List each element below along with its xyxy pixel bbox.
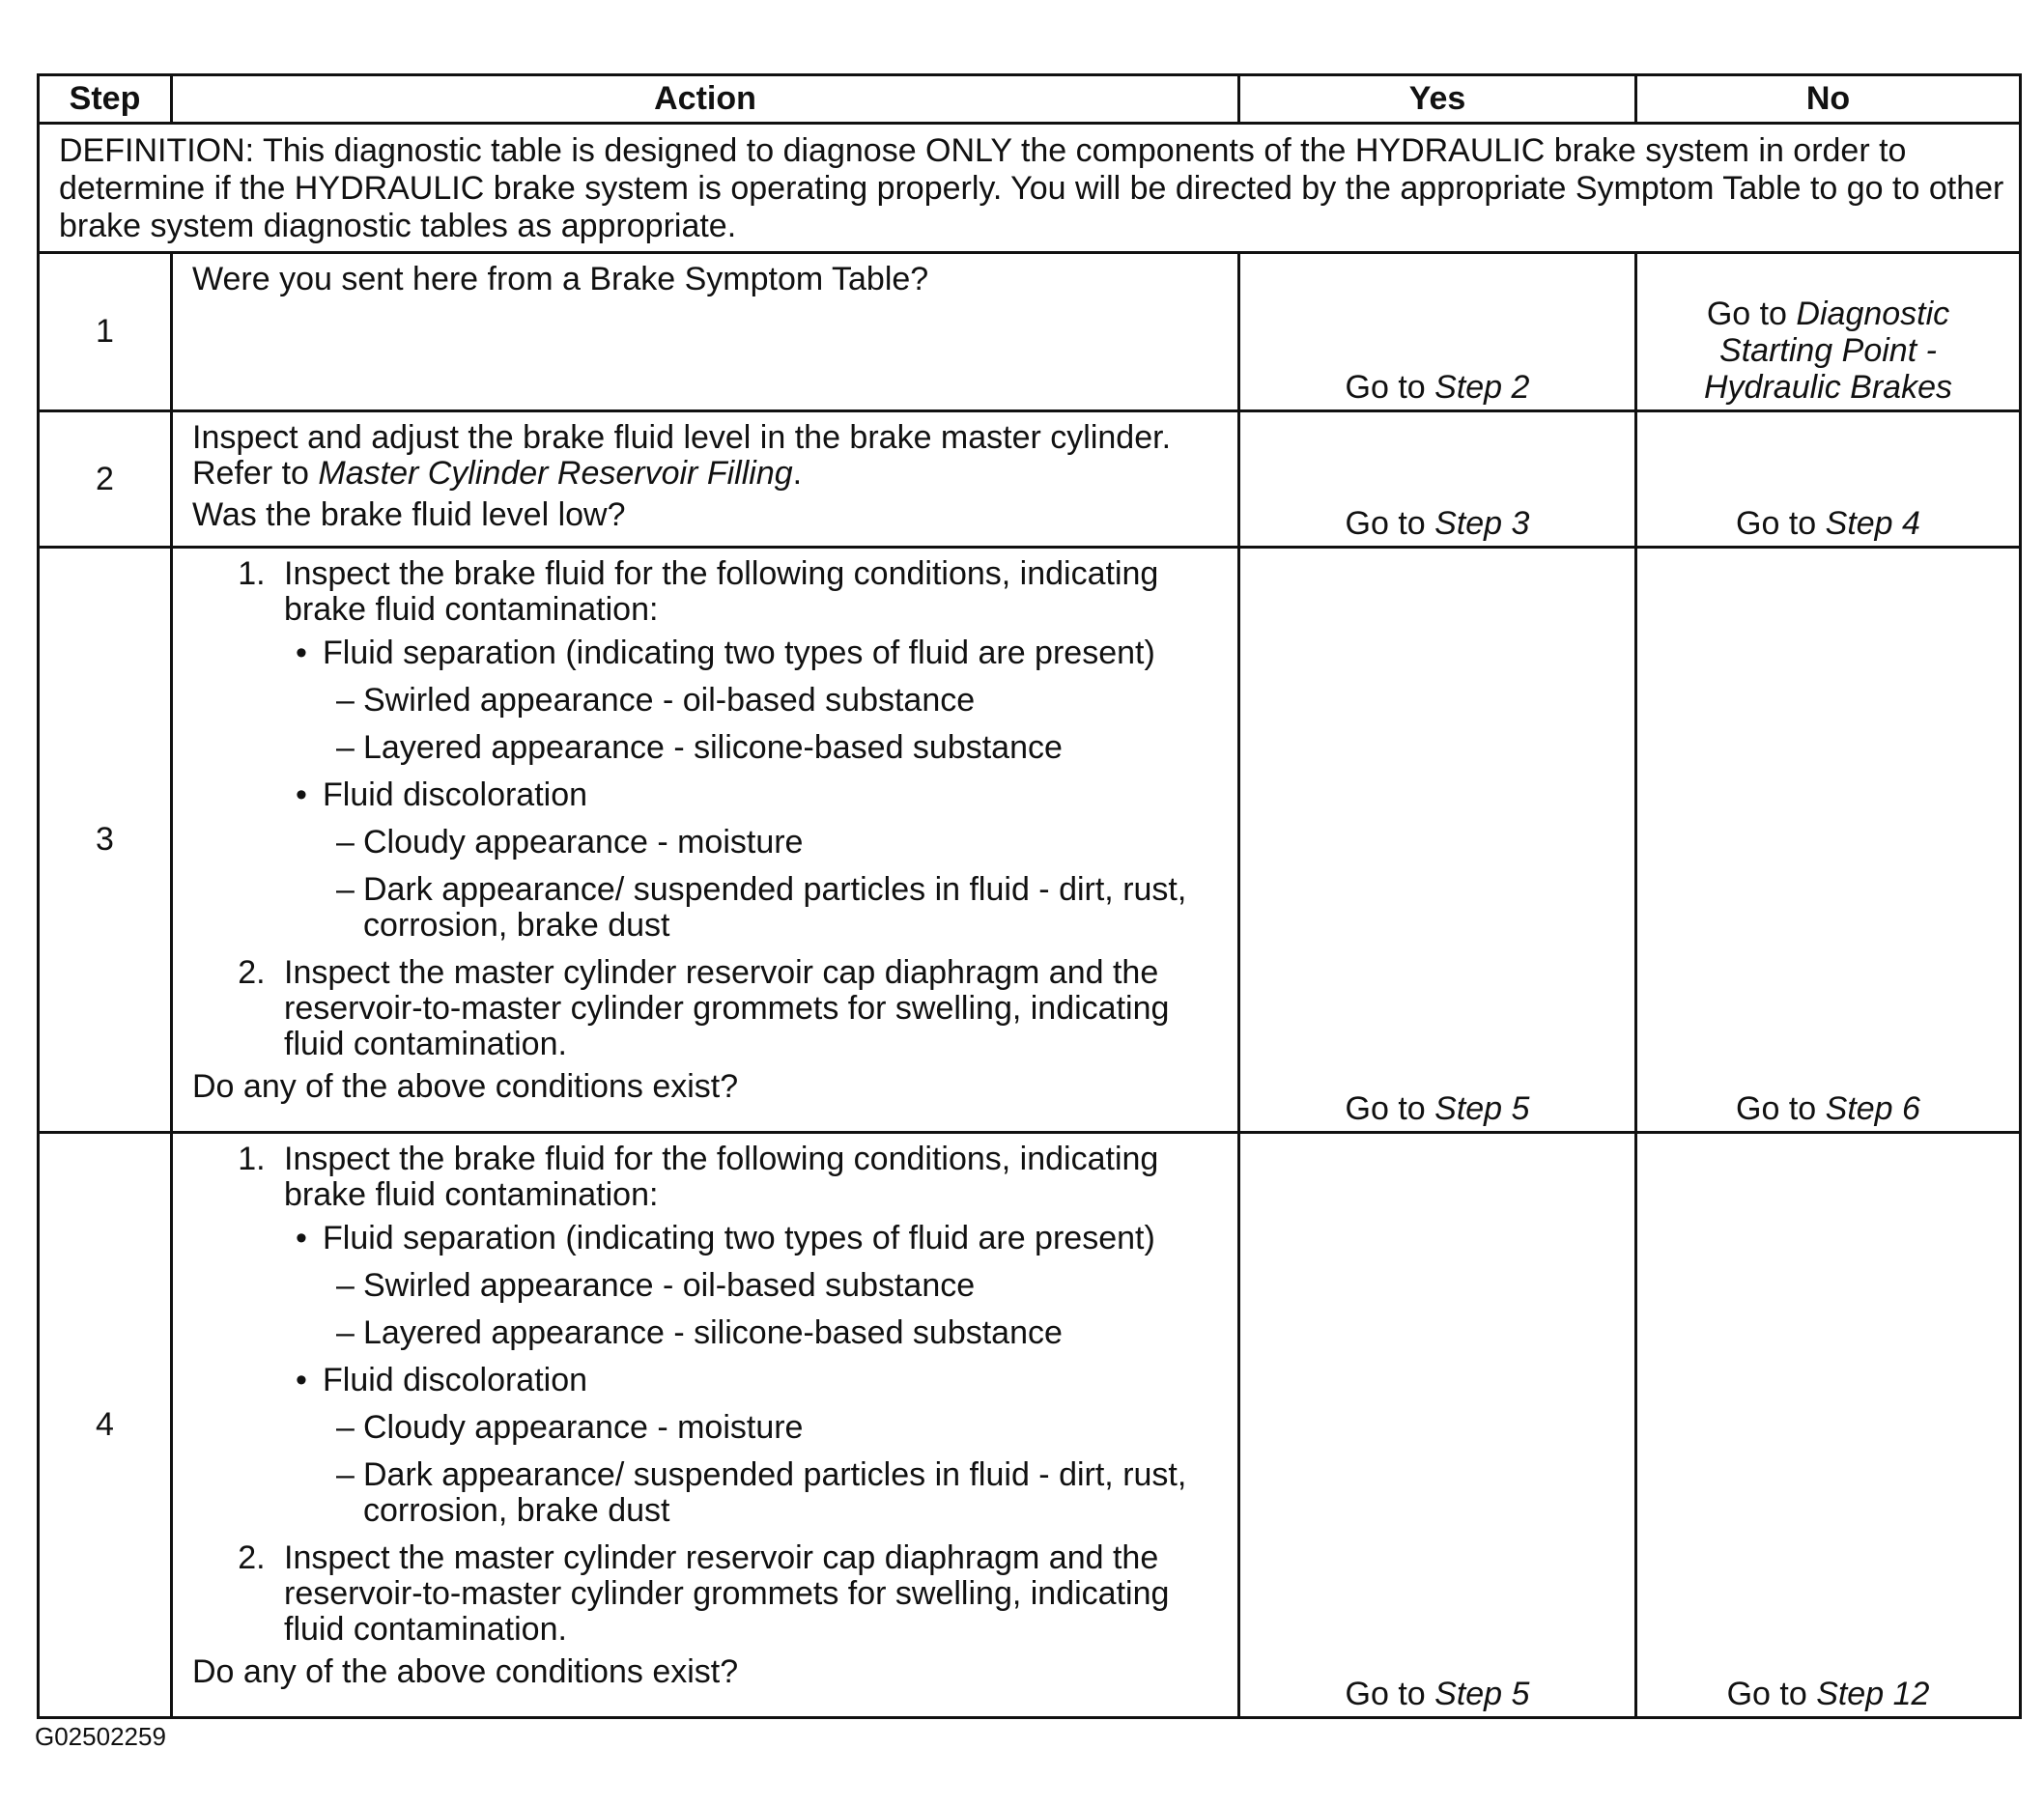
bullet-text: Fluid discoloration <box>323 1362 588 1398</box>
yes-step-link[interactable]: Step 2 <box>1434 369 1530 406</box>
definition-row <box>39 124 2021 253</box>
no-step-link[interactable]: Step 6 <box>1825 1090 1920 1127</box>
no-step-link[interactable]: Step 12 <box>1816 1676 1930 1712</box>
yes-prefix: Go to <box>1345 505 1435 542</box>
action-question: Were you sent here from a Brake Symptom Table? <box>192 261 929 297</box>
table-row <box>39 411 2021 548</box>
header-step: Step <box>39 75 172 124</box>
yes-prefix: Go to <box>1345 1090 1435 1127</box>
dash-item: – Swirled appearance - oil-based substance <box>363 1268 1220 1304</box>
dash-list <box>323 683 1220 766</box>
dash-item: – Dark appearance/ suspended particles in fluid - dirt, rust, corrosion, brake dust <box>363 872 1220 944</box>
yes-cell <box>1239 548 1636 1133</box>
yes-cell <box>1239 411 1636 548</box>
header-action: Action <box>172 75 1239 124</box>
action-cell <box>172 411 1239 548</box>
step-number: 4 <box>39 1133 172 1718</box>
yes-prefix: Go to <box>1345 369 1435 406</box>
diagnostic-table <box>37 73 2022 1719</box>
step-number: 1 <box>39 253 172 411</box>
yes-step-link[interactable]: Step 5 <box>1434 1676 1530 1712</box>
yes-step-link[interactable]: Step 3 <box>1434 505 1530 542</box>
header-yes: Yes <box>1239 75 1636 124</box>
action-instruction: Inspect and adjust the brake fluid level in the brake master cylinder. Refer to <box>192 419 1172 492</box>
action-question: Do any of the above conditions exist? <box>192 1653 739 1690</box>
action-text <box>192 420 1220 492</box>
yes-step-link[interactable]: Step 5 <box>1434 1090 1530 1127</box>
action-question: Was the brake fluid level low? <box>192 496 626 533</box>
dash-item: – Cloudy appearance - moisture <box>363 1410 1220 1446</box>
bullet-list <box>284 1221 1220 1529</box>
step-number: 2 <box>39 411 172 548</box>
table-row <box>39 253 2021 411</box>
bullet-text: Fluid separation (indicating two types of fluid are present) <box>323 1220 1155 1256</box>
no-cell <box>1636 253 2021 411</box>
list-item <box>274 556 1220 944</box>
list-item: 2. Inspect the master cylinder reservoir cap diaphragm and the reservoir-to-master cylinder grommets for swelling, indicating fluid contamination. <box>274 1540 1220 1648</box>
header-no: No <box>1636 75 2021 124</box>
no-cell <box>1636 1133 2021 1718</box>
list-item-text: Inspect the brake fluid for the following conditions, indicating brake fluid contamination: <box>284 555 1159 628</box>
bullet-item <box>323 777 1220 944</box>
yes-prefix: Go to <box>1345 1676 1435 1712</box>
bullet-item <box>323 1363 1220 1529</box>
no-prefix: Go to <box>1736 1090 1826 1127</box>
list-item <box>274 1142 1220 1529</box>
yes-cell <box>1239 253 1636 411</box>
dash-item: – Swirled appearance - oil-based substance <box>363 683 1220 719</box>
table-row <box>39 1133 2021 1718</box>
table-header-row <box>39 75 2021 124</box>
action-cell <box>172 548 1239 1133</box>
no-cell <box>1636 548 2021 1133</box>
definition-text: DEFINITION: This diagnostic table is designed to diagnose ONLY the components of the HYDRAULIC brake system in order to determine if the HYDRAULIC brake system is operating properly. You will be directed by the appropriate Symptom Table to go to other brake system diagnostic tables as appropriate. <box>39 124 2021 253</box>
no-prefix: Go to <box>1726 1676 1817 1712</box>
dash-item: – Dark appearance/ suspended particles in fluid - dirt, rust, corrosion, brake dust <box>363 1457 1220 1529</box>
figure-id: G02502259 <box>35 1722 166 1751</box>
dash-list <box>323 1410 1220 1529</box>
bullet-list <box>284 635 1220 944</box>
no-prefix: Go to <box>1706 296 1797 332</box>
numbered-list <box>192 556 1220 1062</box>
dash-item: – Layered appearance - silicone-based substance <box>363 1315 1220 1351</box>
no-step-link[interactable]: Step 4 <box>1825 505 1920 542</box>
action-question: Do any of the above conditions exist? <box>192 1068 739 1105</box>
dash-item: – Layered appearance - silicone-based substance <box>363 730 1220 766</box>
step-number: 3 <box>39 548 172 1133</box>
no-prefix: Go to <box>1736 505 1826 542</box>
dash-list <box>323 825 1220 944</box>
no-step-link[interactable]: Diagnostic Starting Point - Hydraulic Brakes <box>1704 296 1952 406</box>
no-cell <box>1636 411 2021 548</box>
numbered-list <box>192 1142 1220 1648</box>
dash-item: – Cloudy appearance - moisture <box>363 825 1220 861</box>
bullet-text: Fluid discoloration <box>323 776 588 813</box>
action-cell <box>172 1133 1239 1718</box>
action-suffix: . <box>792 455 803 492</box>
list-item: 2. Inspect the master cylinder reservoir cap diaphragm and the reservoir-to-master cylinder grommets for swelling, indicating fluid contamination. <box>274 955 1220 1062</box>
bullet-item <box>323 635 1220 766</box>
dash-list <box>323 1268 1220 1351</box>
bullet-item <box>323 1221 1220 1351</box>
procedure-link[interactable]: Master Cylinder Reservoir Filling <box>318 455 793 492</box>
action-cell <box>172 253 1239 411</box>
list-item-text: Inspect the brake fluid for the following conditions, indicating brake fluid contamination: <box>284 1141 1159 1213</box>
table-row <box>39 548 2021 1133</box>
bullet-text: Fluid separation (indicating two types of fluid are present) <box>323 635 1155 671</box>
yes-cell <box>1239 1133 1636 1718</box>
